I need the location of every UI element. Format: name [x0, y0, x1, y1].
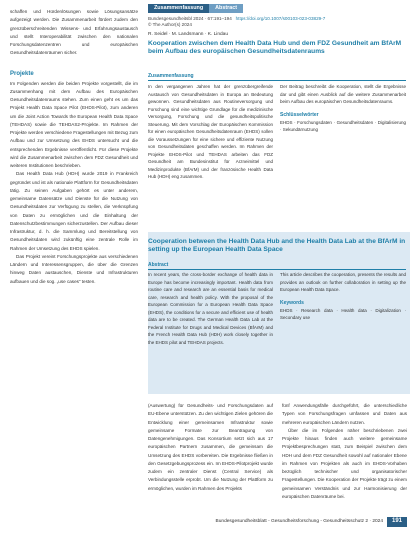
german-abstract-col1: In den vergangenen Jahren hat der grenzübergreifende Austausch von Gesundheitsdaten in Europa an Bedeutung gewonnen. Gesundheitsdaten aus Routineversorgung und Forschung sind eine wichtige Grundlage für die medizinische Versorgung, Forschung und die gesundheitspolitische Steuerung. Mit dem Vorschlag der Europäischen Kommission für einen europäischen Gesundheitsdatenraum (EHDS) sollen die Voraussetzungen für eine sichere und effiziente Nutzung von Gesundheitsdaten geschaffen werden. Im Rahmen der Projekte EHDS-Pilot und TEHDAS arbeiten das FDZ Gesundheit am Bundesinstitut für Arzneimittel und Medizinprodukte (BfArM) und der französische Health Data Hub (HDH) eng zusammen. — [148, 84, 273, 179]
left-column — [10, 8, 138, 286]
doi-link[interactable]: https://doi.org/10.1007/s00103-023-03829-7 — [235, 16, 326, 21]
body-paragraph: Über die im Folgenden näher beschriebenen zwei Projekte hinaus finden auch weitere gemeinsame Projektbesprechungen statt, zum Beispiel zwischen dem HDH und dem FDZ Gesundheit sowohl auf nationaler Ebene im Rahmen von Projekten als auch im EHDS-Vorhaben bezüglich technischer und organisatorischer Fragestellungen. Die Kooperation der Projekte trägt zu einem gemeinsamen Verständnis und zur Harmonisierung der europäischen Datenräume bei. — [282, 427, 407, 499]
abstract-tab-bar — [148, 4, 406, 13]
body-paragraph: fünf Anwendungsfälle durchgeführt, die unterschiedliche Typen von Forschungsfragen umfassen und Daten aus mehreren europäischen Ländern nutzen. — [282, 403, 407, 425]
projects-paragraph-2: Das Health Data Hub (HDH) wurde 2019 in Frankreich gegründet und ist als nationale Plattform für Gesundheitsdaten tätig. Zu seinen Aufgaben gehört es unter anderem, gemeinsame Datensätze und Dienste für die Nutzung von Gesundheitsdaten zur Verfügung zu stellen, die Verknüpfung von Daten zu ermöglichen und die Einhaltung der Datenschutzbestimmungen sicherzustellen. Der Aufbau dieser Infrastruktur, d. h. die Sammlung und Bereitstellung von Gesundheitsdaten wird zukünftig eine zentrale Rolle im Rahmen der Umsetzung des EHDS spielen. — [10, 171, 138, 251]
german-keywords: EHDS · Forschungsdaten · Gesundheitsdaten · Digitalisierung · Sekundärnutzung — [280, 120, 406, 132]
english-abstract-text: This article describes the cooperation, presents the results and provides an outlook on further collaboration in setting up the European Health Data Space. — [280, 272, 406, 292]
english-keywords-heading: Keywords — [280, 299, 304, 306]
german-abstract-heading: Zusammenfassung — [148, 73, 194, 79]
projects-paragraph-1: Im Folgenden werden die beiden Projekte vorgestellt, die im Zusammenhang mit dem Aufbau des Europäischen Gesundheitsdatenraums stehen. Zum einen geht es um das Projekt Health Data Space Pilot (EHDS-Pilot), zum anderen um die Joint Action Towards the European Health Data Space (TEHDAS) sowie die TEHDAS2-Projekte. Im Rahmen der Projekte werden verschiedene Fragestellungen mit Bezug zum Aufbau und zur Umsetzung des EHDS untersucht und die entsprechenden Ergebnisse veröffentlicht. Für diese Projekte wird die Zusammenarbeit zwischen dem FDZ Gesundheit und weiteren Institutionen beschrieben. — [10, 80, 138, 168]
tab-zusammenfassung[interactable]: Zusammenfassung — [148, 4, 209, 13]
citation-block — [148, 16, 406, 28]
copyright: © The Author(s) 2024 — [148, 22, 192, 27]
english-keywords: EHDS · Research data · Health data · Digitalization · Secondary use — [280, 308, 406, 320]
page-number: 191 — [391, 518, 402, 524]
english-abstract-col2 — [280, 271, 406, 321]
divider — [148, 269, 406, 270]
divider — [148, 80, 406, 81]
intro-paragraph: schaffen und Hürdenlösungen sowie Lösungsansätze aufgezeigt werden. Die Zusammenarbeit fördert zudem den grenzüberschreitenden Wissens- und Erfahrungsaustausch und stellt Interoperabilität zwischen den nationalen Forschungsdatenzentren und europäischen Gesundheitsdatenräumen sicher. — [10, 9, 138, 56]
english-title: Cooperation between the Health Data Hub and the Health Data Lab at the BfArM in setting up the European Health Data Space — [148, 238, 406, 253]
german-abstract-text: Der Beitrag beschreibt die Kooperation, stellt die Ergebnisse dar und gibt einen Ausblick auf die weitere Zusammenarbeit beim Aufbau des europäischen Gesundheitsdatenraums. — [280, 84, 406, 104]
german-keywords-heading: Schlüsselwörter — [280, 111, 319, 118]
body-paragraph: (Auswertung) für Gesundheits- und Forschungsdaten auf EU-Ebene unterstützen. Zu den wichtigen Zielen gehören die Entwicklung einer gemeinsamen Infrastruktur sowie gemeinsame Formate zur Beantragung von Datengenehmigungen. Das Konsortium setzt sich aus 17 europäischen Partnern zusammen, die gemeinsam die Umsetzung des EHDS vorbereiten. Die Ergebnisse fließen in den Gesetzgebungsprozess ein. Im EHDS-Pilotprojekt wurde zudem ein zentraler Dienst (Central Service) als Verbindungsstelle erprobt. Um die Nutzung der Plattform zu ermöglichen, wurden im Rahmen des Projekts — [148, 403, 273, 491]
projects-paragraph-3: Das Projekt vereint Forschungsprojekte aus verschiedenen Ländern und Interessensgruppen, die über die Grenzen hinweg Daten austauschen, Dienste und Infrastrukturen aufbauen und die sog. „use cases“ testen. — [10, 253, 138, 284]
tab-abstract[interactable]: Abstract — [209, 4, 243, 13]
authors: R. Seidel · M. Landsmann · K. Lindau — [148, 32, 228, 37]
english-abstract-col1: In recent years, the cross-border exchange of health data in Europe has become increasingly important. Health data from routine care and research are an essential basis for medical care, research and health policy. With the proposal of the European Commission for a European Health Data Space (EHDS), the conditions for a secure and efficient use of health data are to be created. The German Health Data Lab at the Federal Institute for Drugs and Medical Devices (BfArM) and the French Health Data Hub (HDH) work closely together in the EHDS pilot and TEHDAS projects. — [148, 272, 273, 345]
citation: Bundesgesundheitsbl 2024 · 67:191–194 — [148, 16, 232, 21]
german-title: Kooperation zwischen dem Health Data Hub und dem FDZ Gesundheit am BfArM beim Aufbau des europäischen Gesundheitsdatenraums — [148, 40, 402, 55]
english-abstract-heading: Abstract — [148, 262, 169, 268]
body-column-middle — [148, 402, 273, 493]
body-column-right — [282, 402, 407, 501]
page-footer — [0, 516, 413, 528]
german-abstract-col2 — [280, 83, 406, 133]
journal-footer: Bundesgesundheitsblatt - Gesundheitsforschung - Gesundheitsschutz 2 · 2024 — [215, 519, 383, 524]
projects-heading: Projekte — [10, 70, 34, 77]
